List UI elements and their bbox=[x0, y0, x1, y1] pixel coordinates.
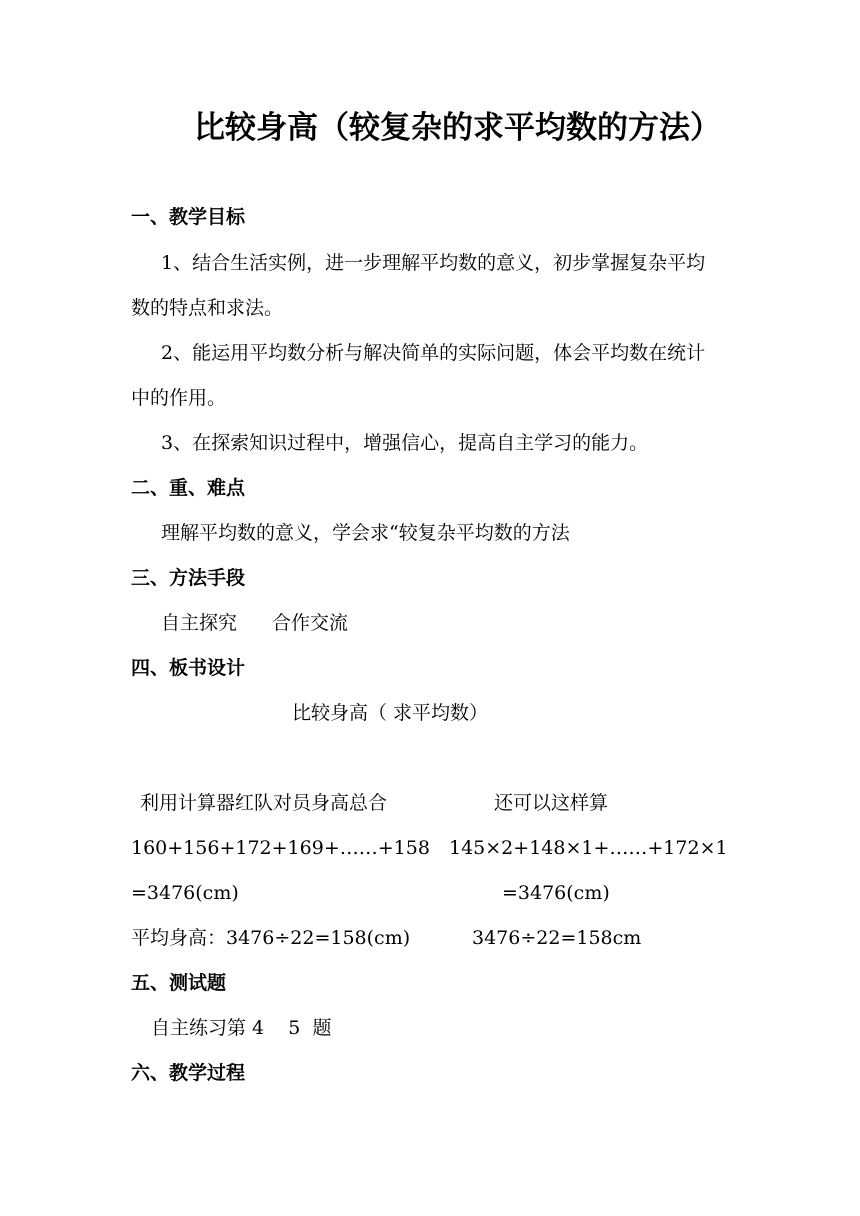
objective-item-2-line-2: 中的作用。 bbox=[131, 387, 227, 409]
section-heading-methods: 三、方法手段 bbox=[131, 567, 246, 589]
objective-item-3: 3、在探索知识过程中，增强信心，提高自主学习的能力。 bbox=[161, 432, 649, 454]
section-heading-test: 五、测试题 bbox=[131, 972, 227, 994]
section-heading-board: 四、板书设计 bbox=[131, 657, 246, 679]
board-right-result: =3476(cm) bbox=[502, 882, 610, 904]
board-right-average: 3476÷22=158cm bbox=[472, 927, 642, 949]
objective-item-1-line-2: 数的特点和求法。 bbox=[131, 297, 284, 319]
objective-item-1-line-1: 1、结合生活实例，进一步理解平均数的意义，初步掌握复杂平均 bbox=[161, 252, 706, 274]
key-points-text: 理解平均数的意义，学会求“较复杂平均数的方法 bbox=[161, 522, 570, 544]
section-heading-key-points: 二、重、难点 bbox=[131, 477, 246, 499]
methods-text-1: 自主探究 bbox=[161, 612, 238, 634]
board-right-expression: 145×2+148×1+……+172×1 bbox=[449, 837, 728, 859]
board-left-average: 平均身高：3476÷22=158(cm) bbox=[131, 927, 411, 949]
board-left-expression: 160+156+172+169+……+158 bbox=[131, 837, 430, 859]
board-right-label: 还可以这样算 bbox=[494, 792, 609, 814]
board-title: 比较身高（ 求平均数） bbox=[292, 702, 489, 724]
methods-text-2: 合作交流 bbox=[272, 612, 349, 634]
test-text: 自主练习第 4 5 题 bbox=[151, 1017, 332, 1039]
objective-item-2-line-1: 2、能运用平均数分析与解决简单的实际问题，体会平均数在统计 bbox=[161, 342, 706, 364]
board-left-result: =3476(cm) bbox=[131, 882, 239, 904]
section-heading-process: 六、教学过程 bbox=[131, 1062, 246, 1084]
board-left-label: 利用计算器红队对员身高总合 bbox=[140, 792, 388, 814]
section-heading-objectives: 一、教学目标 bbox=[131, 206, 246, 228]
page-title: 比较身高（较复杂的求平均数的方法） bbox=[194, 110, 721, 146]
